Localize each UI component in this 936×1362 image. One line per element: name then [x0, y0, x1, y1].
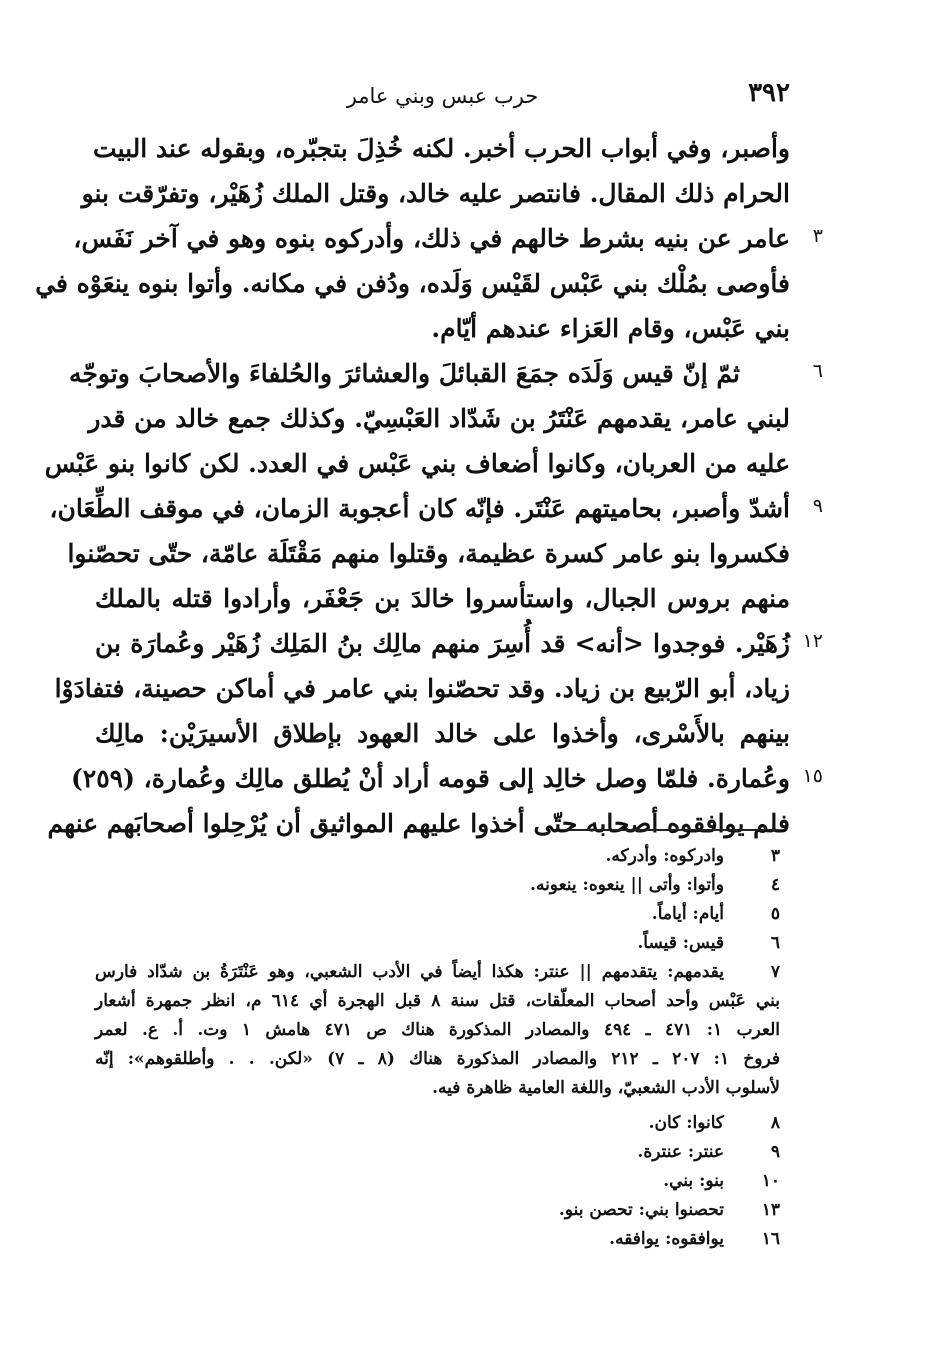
text-line: بينهم بالأَسْرى، وأخذوا على خالد العهود بإطلاق الأسيرَيْن: مالِك: [95, 719, 790, 748]
line-number: ١٢: [802, 630, 823, 652]
text-line: وعُمارة. فلمّا وصل خالِد إلى قومه أراد أنْ يُطلق مالِك وعُمارة، (٢٥٩): [70, 764, 790, 793]
footnote-text: عنتر: عنترة.: [637, 1142, 724, 1162]
footnote-number: ٦: [770, 933, 780, 953]
text-line: منهم بروس الجبال، واستأسروا خالدَ بن جَعْفَر، وأرادوا قتله بالملك: [95, 584, 790, 613]
footnote-separator: [566, 829, 778, 831]
footnote-text: وأتوا: وأتى || ينعوه: ينعونه.: [530, 875, 724, 895]
footnote-text: أيام: أياماً.: [651, 904, 724, 924]
line-number: ٩: [812, 495, 823, 517]
text-line: الحرام ذلك المقال. فانتصر عليه خالد، وقتل الملك زُهَيْر، وتفرّقت بنو: [81, 179, 790, 208]
footnote-text: تحصنوا بني: تحصن بنو.: [558, 1200, 724, 1220]
text-line: ثمّ إنّ قيس وَلَدَه جمَعَ القبائلَ والعشائرَ والحُلفاءَ والأصحابَ وتوجّه: [68, 359, 740, 388]
footnote-number: ١٦: [761, 1229, 780, 1249]
text-line: فكسروا بنو عامر كسرة عظيمة، وقتلوا منهم مَقْتَلَة عامّة، حتّى تحصّنوا: [67, 539, 790, 568]
running-header: [95, 78, 790, 118]
text-line: زُهَيْر. فوجدوا <أنه> قد أُسِرَ منهم مالِك بنُ المَلِك زُهَيْر وعُمارَة بن: [95, 629, 790, 658]
footnote-text: العرب ١: ٤٧١ ـ ٤٩٤ والمصادر المذكورة هناك ص ٤٧١ هامش ١ وت. أ. ع. لعمر: [95, 1020, 780, 1040]
main-text: [35, 126, 790, 846]
footnote: [95, 929, 780, 958]
footnote: [95, 1138, 780, 1167]
footnote: [95, 1196, 780, 1225]
footnote: [95, 871, 780, 900]
footnote-text: وادركوه: وأدركه.: [605, 846, 724, 866]
text-line: فأوصى بمُلْك بني عَبْس لقَيْس وَلَده، ودُفن في مكانه. وأتوا بنوه ينعَوْه في: [35, 269, 790, 298]
text-line: عامر عن بنيه بشرط خالهم في ذلك، وأدركوه بنوه وهو في آخر نَفَس،: [73, 224, 790, 253]
footnote-number: ٩: [770, 1142, 780, 1162]
text-line: لبني عامر، يقدمهم عَنْتَرُ بن شَدّاد العَبْسِيّ. وكذلك جمع خالد من قدر: [88, 404, 790, 433]
line-number: ٦: [812, 360, 823, 382]
footnote: [95, 1225, 780, 1254]
footnote-text: فروخ ١: ٢٠٧ ـ ٢١٢ والمصادر المذكورة هناك (٨ ـ ٧) «لكن. . . وأطلقوهم»: إنّه: [95, 1049, 781, 1069]
footnotes: [95, 842, 780, 1254]
footnote-text: يوافقوه: يوافقه.: [609, 1229, 724, 1249]
footnote-number: ٣: [770, 846, 780, 866]
footnote-text: لأسلوب الأدب الشعبيّ، واللغة العامية ظاهرة فيه.: [432, 1078, 780, 1098]
text-line: بني عَبْس، وقام العَزاء عندهم أيّام.: [431, 314, 790, 343]
line-number: ١٥: [802, 765, 823, 787]
text-line: زياد، أبو الرّبيع بن زياد. وقد تحصّنوا بني عامر في أماكن حصينة، فتفادَوْا: [54, 674, 790, 703]
text-line: أشدّ وأصبر، بحاميتهم عَنْتَر. فإنّه كان أعجوبة الزمان، في موقف الطِّعَان،: [49, 494, 790, 523]
text-line: عليه من العربان، وكانوا أضعاف بني عَبْس في العدد. لكن كانوا بنو عَبْس: [44, 449, 790, 478]
footnote-number: ١٣: [761, 1200, 780, 1220]
footnote: [95, 1109, 780, 1138]
footnote-text: يقدمهم: يتقدمهم || عنتر: هكذا أيضاً في الأدب الشعبي، وهو عَنْتَرَةُ بن شدّاد فارس: [95, 962, 724, 982]
footnote: [95, 1167, 780, 1196]
footnote-text: بني عَبْس وأحد أصحاب المعلّقات، قتل سنة ٨ قبل الهجرة أي ٦١٤ م، انظر جمهرة أشعار: [95, 991, 781, 1011]
text-line: فلم يوافقوه أصحابه حتّى أخذوا عليهم المواثيق أن يُرْحِلوا أصحابَهم عنهم: [47, 809, 790, 838]
footnote: [95, 900, 780, 929]
footnote-text: قيس: قيساً.: [637, 933, 724, 953]
text-line: وأصبر، وفي أبواب الحرب أخبر. لكنه خُذِلَ بتجبّره، وبقوله عند البيت: [93, 134, 790, 163]
footnote-text: بنو: بني.: [663, 1171, 724, 1191]
footnote-number: ٨: [770, 1113, 780, 1133]
footnote: [95, 842, 780, 871]
footnote-number: ١٠: [761, 1171, 780, 1191]
footnote: [95, 958, 780, 1103]
footnote-number: ٤: [770, 875, 780, 895]
line-number: ٣: [812, 225, 823, 247]
running-title: حرب عبس وبني عامر: [346, 84, 539, 108]
footnote-number: ٥: [770, 904, 780, 924]
footnote-number: ٧: [770, 962, 780, 982]
page-number: ٣٩٢: [748, 78, 790, 108]
footnote-text: كانوا: كان.: [648, 1113, 724, 1133]
